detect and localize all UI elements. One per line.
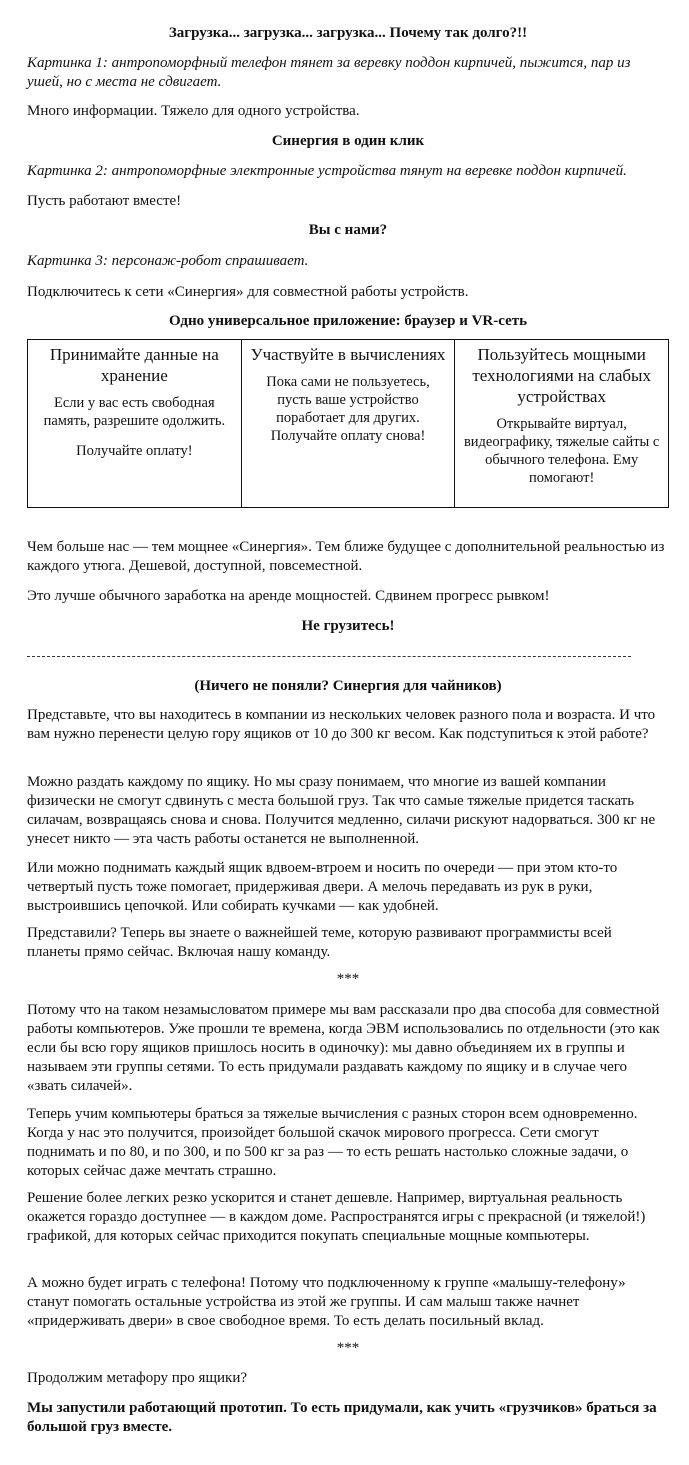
dashed-separator: [27, 656, 631, 657]
feature-heading: Пользуйтесь мощными технологиями на слабых устройствах: [472, 345, 651, 406]
feature-text: Пока сами не пользуетесь, пусть ваше устройство поработает для других. Получайте оплату снова!: [266, 374, 430, 444]
paragraph: А можно будет играть с телефона! Потому что подключенному к группе «малышу-телефону» станут помогать остальные устройства из этой же группы. И сам малыш также начнет «придерживать двери» в свое свободное время. То есть делать посильный вклад.: [27, 1275, 626, 1329]
feature-cell-technologies: [455, 340, 669, 508]
paragraph: Можно раздать каждому по ящику. Но мы сразу понимаем, что многие из вашей компании физически не смогут сдвинуть с места большой груз. Так что самые тяжелые придется таскать силачам, возвращаясь снова и снова. Получится медленно, силачи рискуют надорваться. 300 кг не унесет никто — эта часть работы останется не выполненной.: [27, 774, 656, 847]
feature-heading: Принимайте данные на хранение: [49, 345, 219, 385]
paragraph: Теперь учим компьютеры браться за тяжелые вычисления с разных сторон всем одновременно. Когда у нас это получится, произойдет большой скачок мирового прогресса. Сети смогут поднимать и по 80, и по 300, и по 500 кг за раз — то есть решать настолько сложные задачи, о которых сейчас даже мечтать страшно.: [27, 1106, 638, 1179]
paragraph-bold: Мы запустили работающий прототип. То есть придумали, как учить «грузчиков» браться за большой груз вместе.: [27, 1400, 657, 1435]
heading-dont-worry: Не грузитесь!: [301, 618, 395, 634]
paragraph: Или можно поднимать каждый ящик вдвоем-втроем и носить по очереди — при этом кто-то четвертый пусть тоже помогает, придерживая двери. А мелочь передавать из рук в руки, выстроившись цепочкой. Или собирать кучками — как удобней.: [27, 860, 618, 914]
paragraph: Чем больше нас — тем мощнее «Синергия». Тем ближе будущее с дополнительной реальностью из каждого утюга. Дешевой, доступной, повсеместной.: [27, 539, 665, 574]
heading-loading: Загрузка... загрузка... загрузка... Почему так долго?!!: [168, 25, 528, 41]
paragraph: Много информации. Тяжело для одного устройства.: [27, 103, 360, 119]
feature-text: Открывайте виртуал, видеографику, тяжелые сайты с обычного телефона. Ему помогают!: [463, 416, 660, 486]
features-table: [27, 339, 669, 508]
feature-heading: Участвуйте в вычислениях: [250, 345, 446, 364]
section-separator: ***: [336, 971, 360, 987]
feature-text: Если у вас есть свободная память, разрешите одолжить.: [43, 395, 226, 429]
heading-for-dummies: (Ничего не поняли? Синергия для чайников): [194, 678, 502, 694]
paragraph: Это лучше обычного заработка на аренде мощностей. Сдвинем прогресс рывком!: [27, 588, 550, 604]
feature-cell-computing: [241, 340, 455, 508]
heading-universal-app: Одно универсальное приложение: браузер и VR-сеть: [168, 313, 528, 329]
picture-caption-1: Картинка 1: антропоморфный телефон тянет за веревку поддон кирпичей, пыжится, пар из ушей, но с места не сдвигает.: [27, 55, 631, 90]
feature-text: Получайте оплату!: [76, 443, 193, 459]
heading-join-us: Вы с нами?: [308, 222, 388, 238]
heading-synergy: Синергия в один клик: [271, 133, 425, 149]
picture-caption-2: Картинка 2: антропоморфные электронные устройства тянут на веревке поддон кирпичей.: [27, 163, 627, 179]
paragraph: Потому что на таком незамысловатом примере мы вам рассказали про два способа для совместной работы компьютеров. Уже прошли те времена, когда ЭВМ использовались по отдельности (это как если бы всю гору ящиков пришлось носить в одиночку): мы давно объединяем их в группы и называем эти группы сетями. То есть придумали раздавать каждому по ящику и в случае чего «звать силачей».: [27, 1002, 660, 1094]
paragraph: Подключитесь к сети «Синергия» для совместной работы устройств.: [27, 284, 469, 300]
paragraph: Продолжим метафору про ящики?: [27, 1370, 247, 1386]
paragraph: Решение более легких резко ускорится и станет дешевле. Например, виртуальная реальность окажется гораздо доступнее — в каждом доме. Распространятся игры с прекрасной (и тяжелой!) графикой, для которых сейчас приходится покупать специальные мощные компьютеры.: [27, 1190, 646, 1244]
feature-cell-storage: [28, 340, 242, 508]
picture-caption-3: Картинка 3: персонаж-робот спрашивает.: [27, 253, 309, 269]
section-separator: ***: [336, 1340, 360, 1356]
paragraph: Представили? Теперь вы знаете о важнейшей теме, которую развивают программисты всей планеты прямо сейчас. Включая нашу команду.: [27, 925, 612, 960]
paragraph: Представьте, что вы находитесь в компании из нескольких человек разного пола и возраста. И что вам нужно перенести целую гору ящиков от 10 до 300 кг весом. Как подступиться к этой работе?: [27, 707, 656, 742]
paragraph: Пусть работают вместе!: [27, 193, 182, 209]
